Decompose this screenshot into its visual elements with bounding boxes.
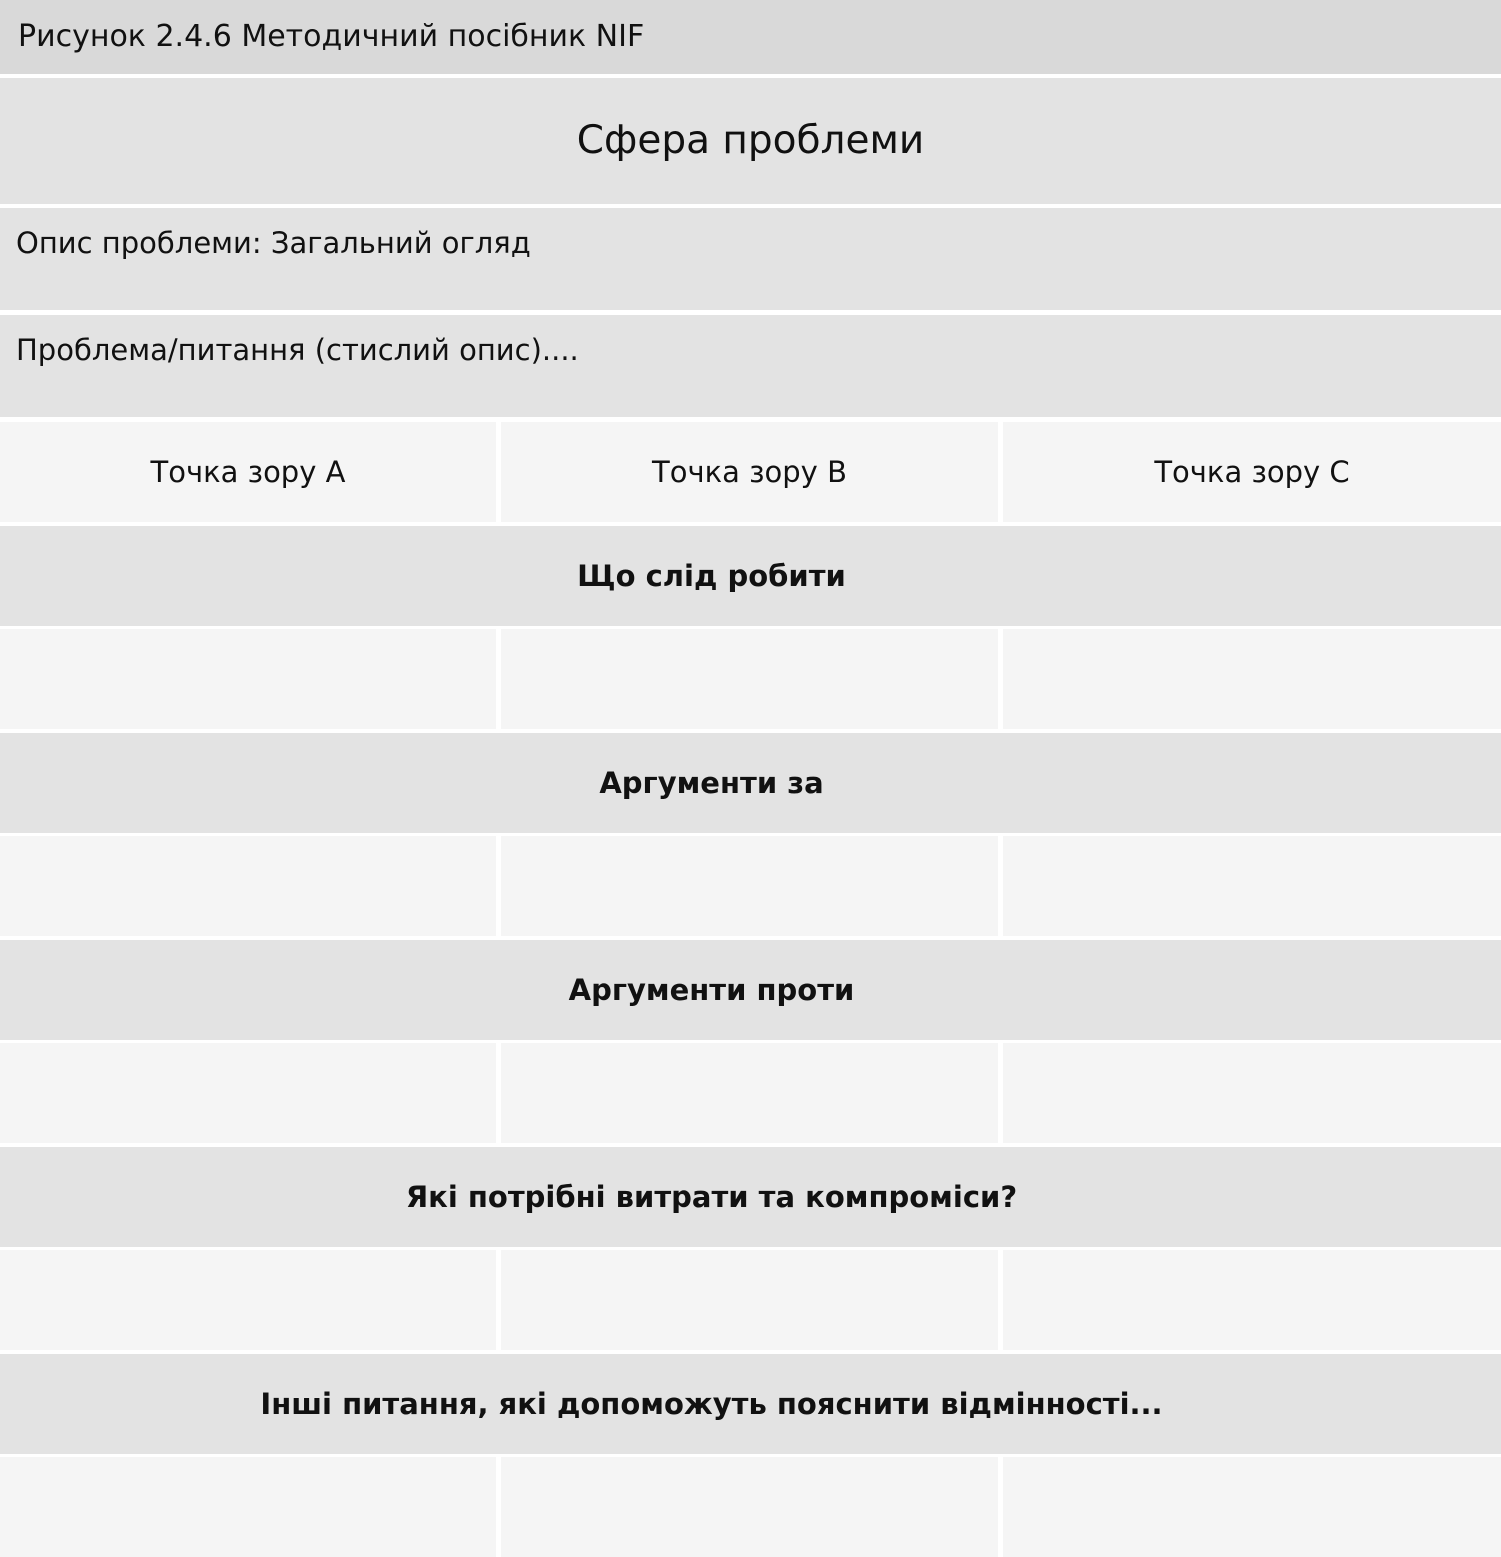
issue-overview-label: Опис проблеми: Загальний огляд — [0, 208, 1501, 310]
other-questions-cell-b[interactable] — [501, 1457, 998, 1557]
section-costs-tradeoffs: Які потрібні витрати та компроміси? — [0, 1147, 1501, 1247]
what-to-do-cell-c[interactable] — [1003, 629, 1501, 729]
costs-tradeoffs-row — [0, 1250, 1501, 1350]
section-arguments-for: Аргументи за — [0, 733, 1501, 833]
section-other-questions: Інші питання, які допоможуть пояснити відмінності... — [0, 1354, 1501, 1454]
costs-tradeoffs-cell-c[interactable] — [1003, 1250, 1501, 1350]
issue-summary-label: Проблема/питання (стислий опис).... — [0, 315, 1501, 417]
arguments-against-cell-b[interactable] — [501, 1043, 998, 1143]
arguments-for-cell-a[interactable] — [0, 836, 496, 936]
other-questions-row — [0, 1457, 1501, 1557]
viewpoints-row — [0, 422, 1501, 522]
what-to-do-row — [0, 629, 1501, 729]
what-to-do-cell-a[interactable] — [0, 629, 496, 729]
viewpoint-c-header: Точка зору C — [1003, 422, 1501, 522]
figure-caption: Рисунок 2.4.6 Методичний посібник NIF — [0, 0, 1501, 74]
arguments-against-cell-c[interactable] — [1003, 1043, 1501, 1143]
costs-tradeoffs-cell-a[interactable] — [0, 1250, 496, 1350]
viewpoint-a-header: Точка зору A — [0, 422, 496, 522]
what-to-do-cell-b[interactable] — [501, 629, 998, 729]
section-what-to-do: Що слід робити — [0, 526, 1501, 626]
arguments-for-cell-b[interactable] — [501, 836, 998, 936]
arguments-for-row — [0, 836, 1501, 936]
viewpoint-b-header: Точка зору B — [501, 422, 998, 522]
arguments-against-cell-a[interactable] — [0, 1043, 496, 1143]
arguments-for-cell-c[interactable] — [1003, 836, 1501, 936]
other-questions-cell-a[interactable] — [0, 1457, 496, 1557]
section-arguments-against: Аргументи проти — [0, 940, 1501, 1040]
page-title: Сфера проблеми — [0, 78, 1501, 204]
arguments-against-row — [0, 1043, 1501, 1143]
other-questions-cell-c[interactable] — [1003, 1457, 1501, 1557]
costs-tradeoffs-cell-b[interactable] — [501, 1250, 998, 1350]
